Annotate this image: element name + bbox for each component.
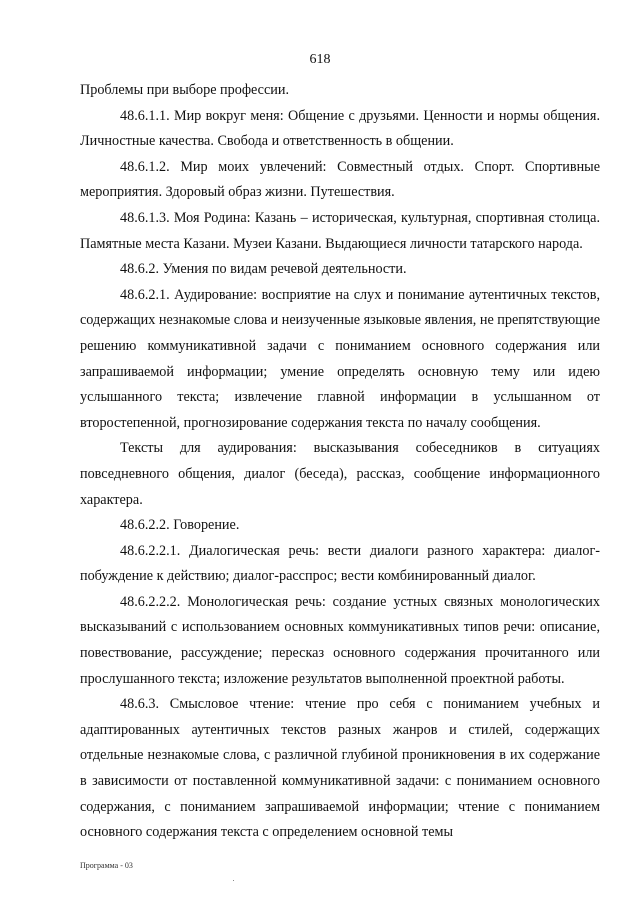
scan-artifact — [233, 880, 234, 881]
paragraph: 48.6.2.2.2. Монологическая речь: создание устных связных монологических высказываний с использованием основных коммуникативных типов речи: описание, повествование, рассуждение; пересказ основного содержания прочитанного или прослушанного текста; изложение результатов выполненной проектной работы. — [80, 593, 600, 687]
paragraph: 48.6.1.3. Моя Родина: Казань – историческая, культурная, спортивная столица. Памятные места Казани. Музеи Казани. Выдающиеся личности татарского народа. — [80, 209, 600, 252]
paragraph: 48.6.2.2.1. Диалогическая речь: вести диалоги разного характера: диалог-побуждение к действию; диалог-расспрос; вести комбинированный диалог. — [80, 542, 600, 585]
footer-label: Программа - 03 — [80, 861, 133, 870]
page-number: 618 — [309, 52, 331, 67]
paragraph: Проблемы при выборе профессии. — [80, 82, 289, 98]
paragraph: 48.6.1.2. Мир моих увлечений: Совместный отдых. Спорт. Спортивные мероприятия. Здоровый образ жизни. Путешествия. — [80, 158, 600, 201]
paragraph: 48.6.2. Умения по видам речевой деятельности. — [120, 261, 407, 278]
paragraph: 48.6.1.1. Мир вокруг меня: Общение с друзьями. Ценности и нормы общения. Личностные качества. Свобода и ответственность в общении. — [80, 107, 600, 150]
paragraph: 48.6.2.2. Говорение. — [120, 517, 240, 534]
paragraph: Тексты для аудирования: высказывания собеседников в ситуациях повседневного общения, диалог (беседа), рассказ, сообщение информационного характера. — [80, 440, 600, 508]
document-body — [80, 78, 600, 846]
paragraph: 48.6.2.1. Аудирование: восприятие на слух и понимание аутентичных текстов, содержащих незнакомые слова и неизученные языковые явления, не препятствующие решению коммуникативной задачи с пониманием основного содержания или запрашиваемой информации; умение определять основную тему или идею услышанного текста; извлечение главной информации в услышанном от второстепенной, прогнозирование содержания текста по началу сообщения. — [80, 286, 600, 431]
paragraph: 48.6.3. Смысловое чтение: чтение про себя с пониманием учебных и адаптированных аутентичных текстов разных жанров и стилей, содержащих отдельные незнакомые слова, с различной глубиной проникновения в их содержание в зависимости от поставленной коммуникативной задачи: с пониманием основного содержания, с пониманием запрашиваемой информации; чтение с пониманием основного содержания текста с определением основной темы — [80, 696, 600, 841]
